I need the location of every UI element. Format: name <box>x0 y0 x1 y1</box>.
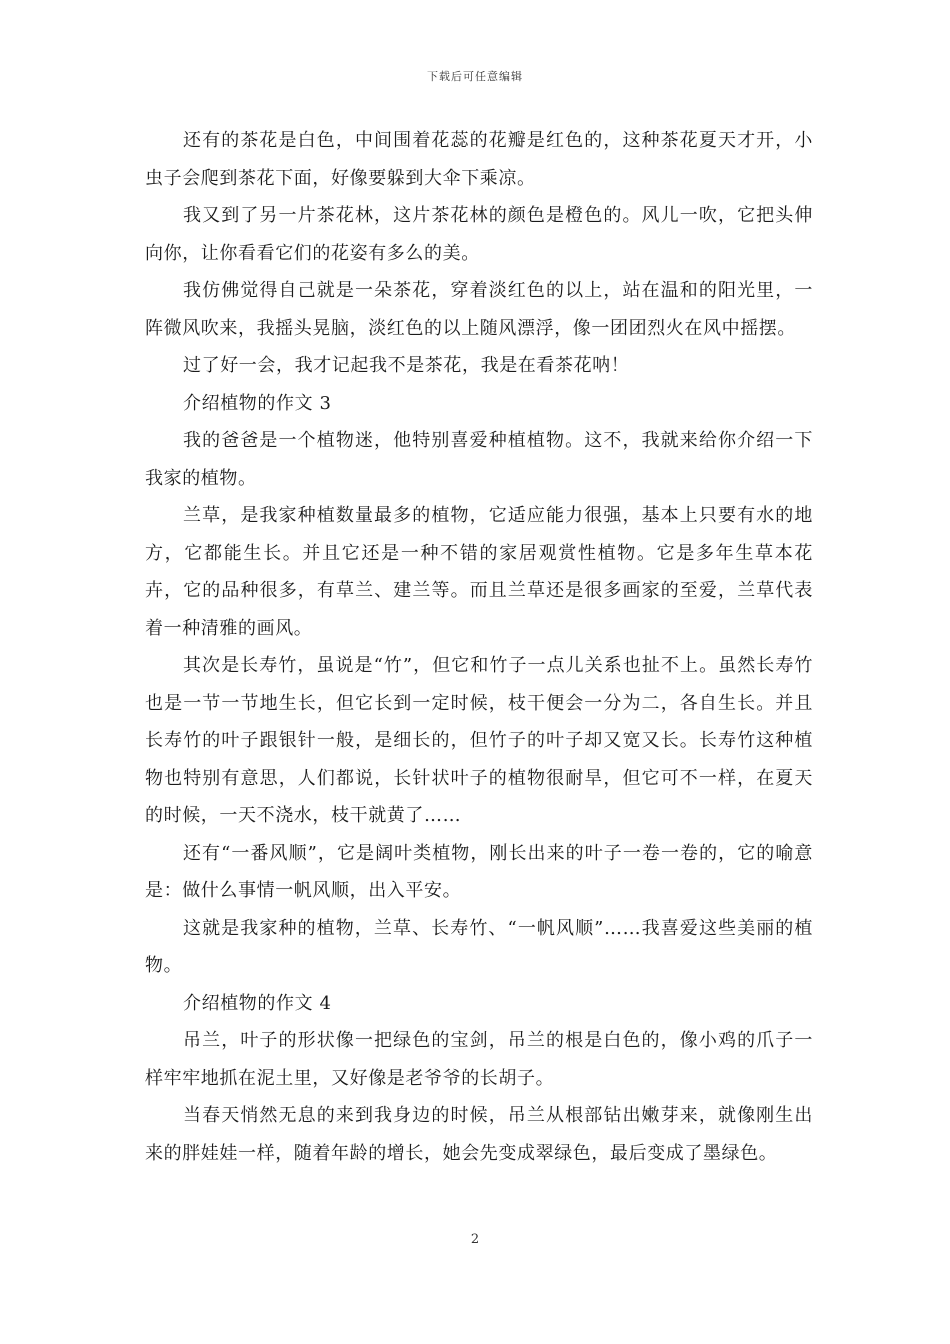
paragraph: 过了好一会，我才记起我不是茶花，我是在看茶花呐！ <box>183 355 630 376</box>
paragraph: 我仿佛觉得自己就是一朵茶花，穿着淡红色的以上，站在温和的阳光里，一阵微风吹来，我摇头晃脑，淡红色的以上随风漂浮，像一团团烈火在风中摇摆。 <box>145 280 813 339</box>
paragraph: 吊兰，叶子的形状像一把绿色的宝剑，吊兰的根是白色的，像小鸡的爪子一样牢牢地抓在泥土里，又好像是老爷爷的长胡子。 <box>145 1030 813 1089</box>
section-heading: 介绍植物的作文 4 <box>183 992 332 1014</box>
paragraph: 还有“一番风顺”，它是阔叶类植物，刚长出来的叶子一卷一卷的，它的喻意是：做什么事情一帆风顺，出入平安。 <box>145 842 813 901</box>
paragraph: 还有的茶花是白色，中间围着花蕊的花瓣是红色的，这种茶花夏天才开，小虫子会爬到茶花下面，好像要躲到大伞下乘凉。 <box>145 130 813 189</box>
section-heading: 介绍植物的作文 3 <box>183 392 332 414</box>
paragraph: 兰草，是我家种植数量最多的植物，它适应能力很强，基本上只要有水的地方，它都能生长。并且它还是一种不错的家居观赏性植物。它是多年生草本花卉，它的品种很多，有草兰、建兰等。而且兰草还是很多画家的至爱，兰草代表着一种清雅的画风。 <box>145 505 813 639</box>
paragraph: 我又到了另一片茶花林，这片茶花林的颜色是橙色的。风儿一吹，它把头伸向你，让你看看它们的花姿有多么的美。 <box>145 205 813 264</box>
paragraph: 当春天悄然无息的来到我身边的时候，吊兰从根部钻出嫩芽来，就像刚生出来的胖娃娃一样，随着年龄的增长，她会先变成翠绿色，最后变成了墨绿色。 <box>145 1105 813 1164</box>
paragraph: 其次是长寿竹，虽说是“竹”，但它和竹子一点儿关系也扯不上。虽然长寿竹也是一节一节地生长，但它长到一定时候，枝干便会一分为二，各自生长。并且长寿竹的叶子跟银针一般，是细长的，但竹子的叶子却又宽又长。长寿竹这种植物也特别有意思，人们都说，长针状叶子的植物很耐旱，但它可不一样，在夏天的时候，一天不浇水，枝干就黄了…… <box>145 655 813 826</box>
page-number: 2 <box>470 1232 480 1247</box>
paragraph: 这就是我家种的植物，兰草、长寿竹、“一帆风顺”……我喜爱这些美丽的植物。 <box>145 917 813 976</box>
page-header: 下载后可任意编辑 <box>427 70 523 83</box>
paragraph: 我的爸爸是一个植物迷，他特别喜爱种植植物。这不，我就来给你介绍一下我家的植物。 <box>145 430 813 489</box>
document-body <box>145 122 813 1172</box>
